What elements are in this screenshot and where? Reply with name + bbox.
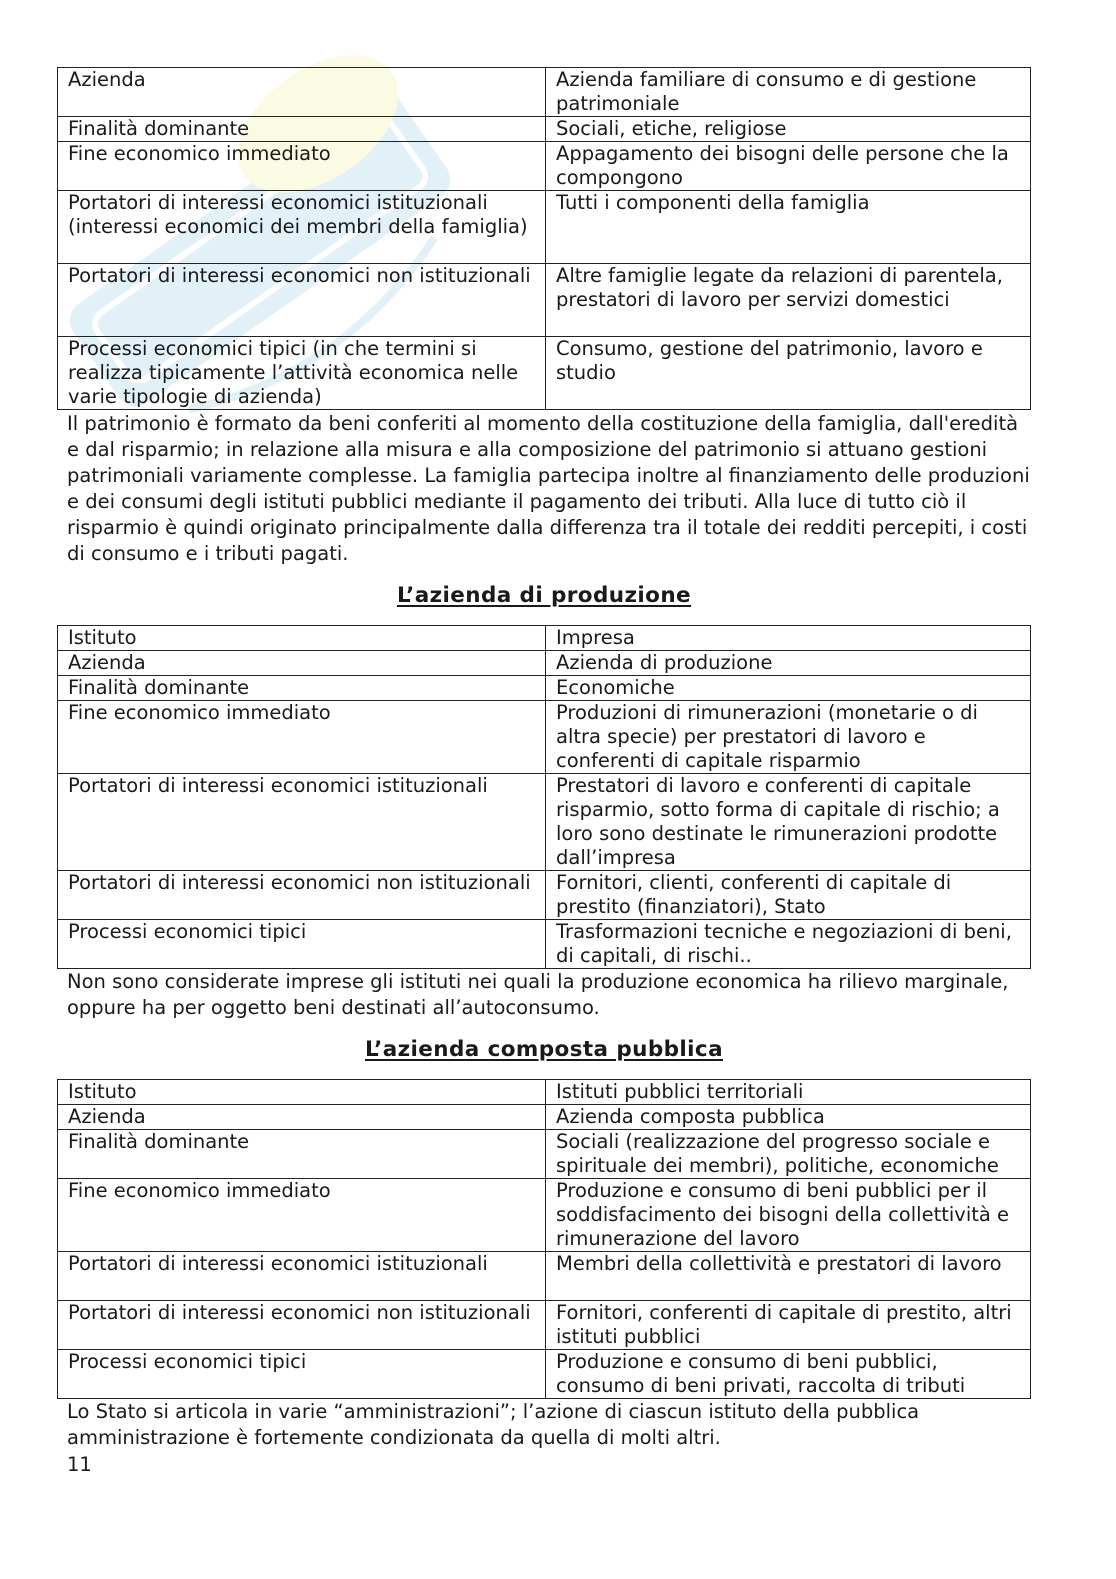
table-cell: Trasformazioni tecniche e negoziazioni di beni, di capitali, di rischi..	[546, 920, 1031, 969]
table-cell: Portatori di interessi economici istituzionali	[58, 774, 546, 871]
table-cell: Appagamento dei bisogni delle persone che la compongono	[546, 142, 1031, 191]
table-row	[58, 264, 1031, 337]
table-cell: Portatori di interessi economici non istituzionali	[58, 871, 546, 920]
table-cell: Fornitori, conferenti di capitale di prestito, altri istituti pubblici	[546, 1301, 1031, 1350]
production-paragraph: Non sono considerate imprese gli istituti nei quali la produzione economica ha rilievo marginale, oppure ha per oggetto beni destinati all’autoconsumo.	[67, 970, 1009, 1019]
table-row	[58, 774, 1031, 871]
table-row	[58, 1080, 1031, 1105]
table-row	[58, 676, 1031, 701]
table-cell: Finalità dominante	[58, 117, 546, 142]
table-cell: Istituti pubblici territoriali	[546, 1080, 1031, 1105]
table-cell: Prestatori di lavoro e conferenti di capitale risparmio, sotto forma di capitale di rischio; a loro sono destinate le rimunerazioni prodotte dall’impresa	[546, 774, 1031, 871]
table-cell: Processi economici tipici	[58, 920, 546, 969]
table-row	[58, 1179, 1031, 1252]
table-cell: Fine economico immediato	[58, 701, 546, 774]
table-cell: Altre famiglie legate da relazioni di parentela, prestatori di lavoro per servizi domestici	[546, 264, 1031, 337]
production-table	[57, 625, 1031, 969]
table-cell: Sociali, etiche, religiose	[546, 117, 1031, 142]
table-row	[58, 142, 1031, 191]
family-paragraph: Il patrimonio è formato da beni conferiti al momento della costituzione della famiglia, dall'eredità e dal risparmio; in relazione alla misura e alla composizione del patrimonio si attuano gestioni patrimoniali variamente complesse. La famiglia partecipa inoltre al finanziamento delle produzioni e dei consumi degli istituti pubblici mediante il pagamento dei tributi. Alla luce di tutto ciò il risparmio è quindi originato principalmente dalla differenza tra il totale dei redditi percepiti, i costi di consumo e i tributi pagati.	[67, 412, 1030, 565]
table-row	[58, 920, 1031, 969]
table-row	[58, 1301, 1031, 1350]
table-cell: Finalità dominante	[58, 1130, 546, 1179]
page-content	[57, 67, 1031, 1451]
table-row	[58, 1130, 1031, 1179]
table-cell: Fine economico immediato	[58, 1179, 546, 1252]
table-row	[58, 337, 1031, 410]
table-cell: Economiche	[546, 676, 1031, 701]
table-cell: Produzioni di rimunerazioni (monetarie o di altra specie) per prestatori di lavoro e conferenti di capitale risparmio	[546, 701, 1031, 774]
table-row	[58, 191, 1031, 264]
table-cell: Azienda familiare di consumo e di gestione patrimoniale	[546, 68, 1031, 117]
table-row	[58, 701, 1031, 774]
table-cell: Finalità dominante	[58, 676, 546, 701]
family-table	[57, 67, 1031, 410]
table-row	[58, 68, 1031, 117]
table-row	[58, 1252, 1031, 1301]
table-cell: Processi economici tipici (in che termini si realizza tipicamente l’attività economica nelle varie tipologie di azienda)	[58, 337, 546, 410]
table-cell: Azienda	[58, 1105, 546, 1130]
table-cell: Membri della collettività e prestatori di lavoro	[546, 1252, 1031, 1301]
table-cell: Consumo, gestione del patrimonio, lavoro e studio	[546, 337, 1031, 410]
table-cell: Azienda composta pubblica	[546, 1105, 1031, 1130]
table-row	[58, 1350, 1031, 1399]
table-cell: Fine economico immediato	[58, 142, 546, 191]
table-cell: Fornitori, clienti, conferenti di capitale di prestito (finanziatori), Stato	[546, 871, 1031, 920]
table-cell: Istituto	[58, 626, 546, 651]
table-cell: Azienda di produzione	[546, 651, 1031, 676]
table-cell: Tutti i componenti della famiglia	[546, 191, 1031, 264]
table-cell: Produzione e consumo di beni pubblici per il soddisfacimento dei bisogni della collettività e rimunerazione del lavoro	[546, 1179, 1031, 1252]
table-row	[58, 871, 1031, 920]
public-paragraph: Lo Stato si articola in varie “amministrazioni”; l’azione di ciascun istituto della pubblica amministrazione è fortemente condizionata da quella di molti altri.	[67, 1400, 920, 1449]
public-section-title: L’azienda composta pubblica	[364, 1037, 723, 1062]
table-cell: Portatori di interessi economici istituzionali (interessi economici dei membri della famiglia)	[58, 191, 546, 264]
table-row	[58, 1105, 1031, 1130]
table-cell: Produzione e consumo di beni pubblici, consumo di beni privati, raccolta di tributi	[546, 1350, 1031, 1399]
table-cell: Portatori di interessi economici non istituzionali	[58, 1301, 546, 1350]
table-cell: Istituto	[58, 1080, 546, 1105]
table-cell: Processi economici tipici	[58, 1350, 546, 1399]
table-cell: Impresa	[546, 626, 1031, 651]
page-number: 11	[67, 1453, 92, 1476]
table-row	[58, 651, 1031, 676]
table-cell: Portatori di interessi economici istituzionali	[58, 1252, 546, 1301]
table-cell: Sociali (realizzazione del progresso sociale e spirituale dei membri), politiche, economiche	[546, 1130, 1031, 1179]
table-cell: Azienda	[58, 68, 546, 117]
table-row	[58, 626, 1031, 651]
table-cell: Azienda	[58, 651, 546, 676]
production-section-title: L’azienda di produzione	[396, 583, 692, 608]
table-cell: Portatori di interessi economici non istituzionali	[58, 264, 546, 337]
public-table	[57, 1079, 1031, 1399]
table-row	[58, 117, 1031, 142]
